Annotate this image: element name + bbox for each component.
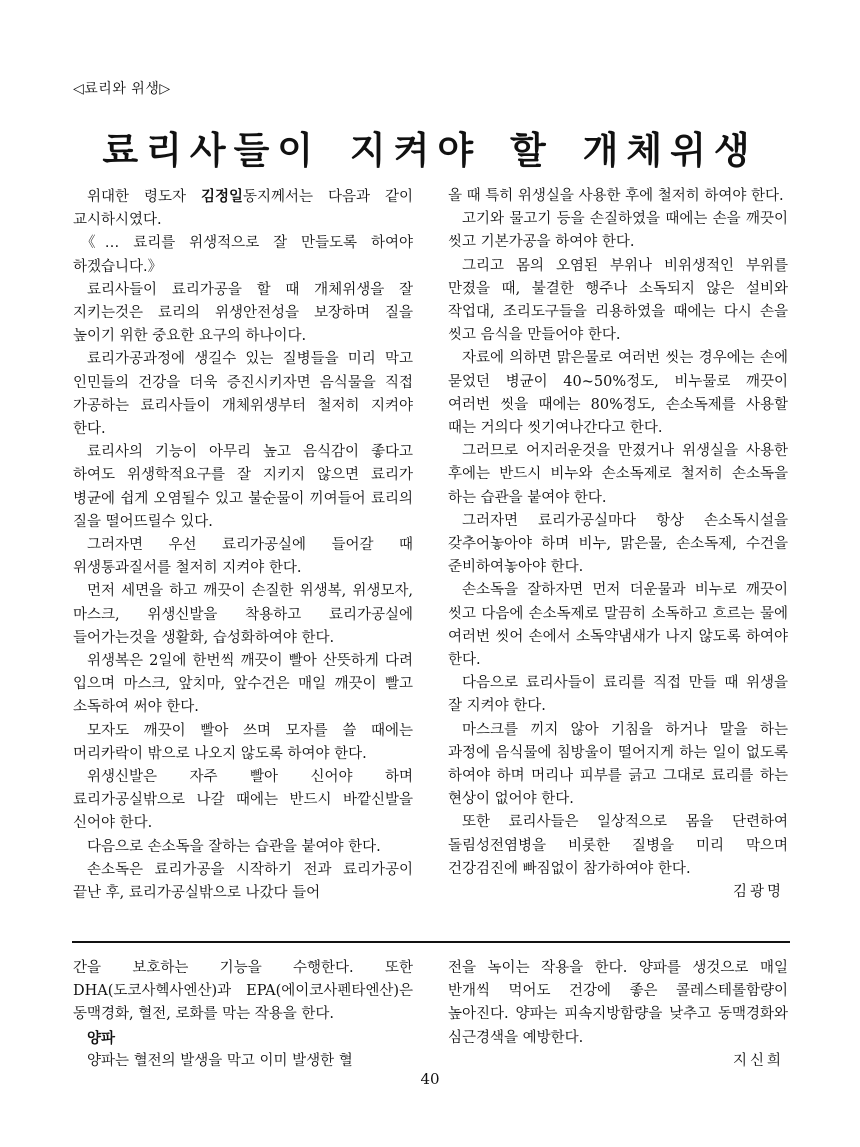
body-paragraph: 고기와 물고기 등을 손질하였을 때에는 손을 깨끗이 씻고 기본가공을 하여야 한다.: [448, 211, 788, 251]
body-paragraph: 료리사들이 료리가공을 할 때 개체위생을 잘 지키는것은 료리의 위생안전성을 보장하며 질을 높이기 위한 중요한 요구의 하나이다.: [73, 281, 413, 345]
section-divider: [72, 941, 790, 943]
body-paragraph: 또한 료리사들은 일상적으로 몸을 단련하여 돌림성전염병을 비롯한 질병을 미리 막으며 건강검진에 빠짐없이 참가하여야 한다.: [448, 814, 788, 877]
body-paragraph: 손소독은 료리가공을 시작하기 전과 료리가공이 끝난 후, 료리가공실밖으로 나갔다 들어: [73, 861, 413, 902]
body-paragraph: 다음으로 손소독을 잘하는 습관을 붙여야 한다.: [87, 838, 381, 855]
right-column: [448, 185, 788, 904]
intro-paragraph: 위대한 령도자 김정일동지께서는 다음과 같이 교시하시였다.: [73, 188, 413, 229]
continued-paragraph: 올 때 특히 위생실을 사용한 후에 철저히 하여야 한다.: [448, 188, 784, 204]
continued-paragraph: 전을 녹이는 작용을 한다. 양파를 생것으로 매일 반개씩 먹어도 건강에 좋은 콜레스테롤함량이 높아진다. 양파는 피속지방함량을 낮추고 동맥경화와 심근경색을 예방한다.: [448, 960, 788, 1046]
author-name: 지신희: [732, 1052, 784, 1069]
body-paragraph: 자료에 의하면 맑은물로 여러번 씻는 경우에는 손에 묻었던 병균이 40~50%정도, 비누물로 깨끗이 여러번 씻을 때에는 80%정도, 손소독제를 사용할 때는 거의다 씻기여나간다고 한다.: [448, 350, 788, 437]
body-paragraph: 다음으로 료리사들이 료리를 직접 만들 때 위생을 잘 지켜야 한다.: [448, 675, 788, 715]
body-paragraph: 그러므로 어지러운것을 만졌거나 위생실을 사용한 후에는 반드시 비누와 손소독제로 철저히 손소독을 하는 습관을 붙여야 한다.: [448, 443, 788, 506]
article-title: 료리사들이 지켜야 할 개체위생: [102, 129, 758, 172]
leader-name: 김정일: [200, 188, 243, 205]
quotation: 《… 료리를 위생적으로 잘 만들도록 하여야 하겠습니다.》: [73, 235, 413, 275]
body-paragraph: 양파는 혈전의 발생을 막고 이미 발생한 혈: [87, 1052, 353, 1069]
bottom-right-column: [448, 957, 788, 1073]
body-paragraph: 료리사의 기능이 아무리 높고 음식감이 좋다고 하여도 위생학적요구를 잘 지키지 않으면 료리가 병균에 쉽게 오염될수 있고 불순물이 끼여들어 료리의 질을 떨어뜨릴수 있다.: [73, 444, 413, 530]
bottom-left-column: [73, 957, 413, 1073]
subheading: 양파: [87, 1029, 116, 1047]
author-name: 김광명: [732, 884, 784, 901]
body-paragraph: 손소독을 잘하자면 먼저 더운물과 비누로 깨끗이 씻고 다음에 손소독제로 말끔히 소독하고 흐르는 물에 여러번 씻어 손에서 소독약냄새가 나지 않도록 하여야 한다.: [448, 582, 788, 669]
continued-paragraph: 간을 보호하는 기능을 수행한다. 또한 DHA(도코사헥사엔산)과 EPA(에이코사펜타엔산)은 동맥경화, 혈전, 로화를 막는 작용을 한다.: [73, 960, 413, 1023]
body-paragraph: 료리가공과정에 생길수 있는 질병들을 미리 막고 인민들의 건강을 더욱 증진시키자면 음식물을 직접 가공하는 료리사들이 개체위생부터 철저히 지켜야 한다.: [73, 351, 413, 438]
page-number: 40: [420, 1070, 440, 1088]
body-paragraph: 그러자면 우선 료리가공실에 들어갈 때 위생통과질서를 철저히 지켜야 한다.: [73, 537, 413, 577]
section-tag: ◁료리와 위생▷: [73, 81, 171, 97]
body-paragraph: 먼저 세면을 하고 깨끗이 손질한 위생복, 위생모자, 마스크, 위생신발을 착용하고 료리가공실에 들어가는것을 생활화, 습성화하여야 한다.: [73, 583, 413, 646]
body-paragraph: 그리고 몸의 오염된 부위나 비위생적인 부위를 만졌을 때, 불결한 행주나 소독되지 않은 설비와 작업대, 조리도구들을 리용하였을 때에는 다시 손을 씻고 음식을 만들어야 한다.: [448, 257, 788, 344]
body-paragraph: 모자도 깨끗이 빨아 쓰며 모자를 쓸 때에는 머리카락이 밖으로 나오지 않도록 하여야 한다.: [73, 722, 413, 762]
body-paragraph: 마스크를 끼지 않아 기침을 하거나 말을 하는 과정에 음식물에 침방울이 떨어지게 하는 일이 없도록 하여야 하며 머리나 피부를 긁고 그대로 료리를 하는 현상이 없어야 한다.: [448, 721, 788, 808]
body-paragraph: 위생복은 2일에 한번씩 깨끗이 빨아 산뜻하게 다려 입으며 마스크, 앞치마, 앞수건은 매일 깨끗이 빨고 소독하여 써야 한다.: [73, 653, 413, 716]
body-paragraph: 그러자면 료리가공실마다 항상 손소독시설을 갖추어놓아야 하며 비누, 맑은물, 손소독제, 수건을 준비하여놓아야 한다.: [448, 512, 788, 576]
body-paragraph: 위생신발은 자주 빨아 신어야 하며 료리가공실밖으로 나갈 때에는 반드시 바깥신발을 신어야 한다.: [73, 769, 413, 832]
left-column: [73, 185, 413, 905]
